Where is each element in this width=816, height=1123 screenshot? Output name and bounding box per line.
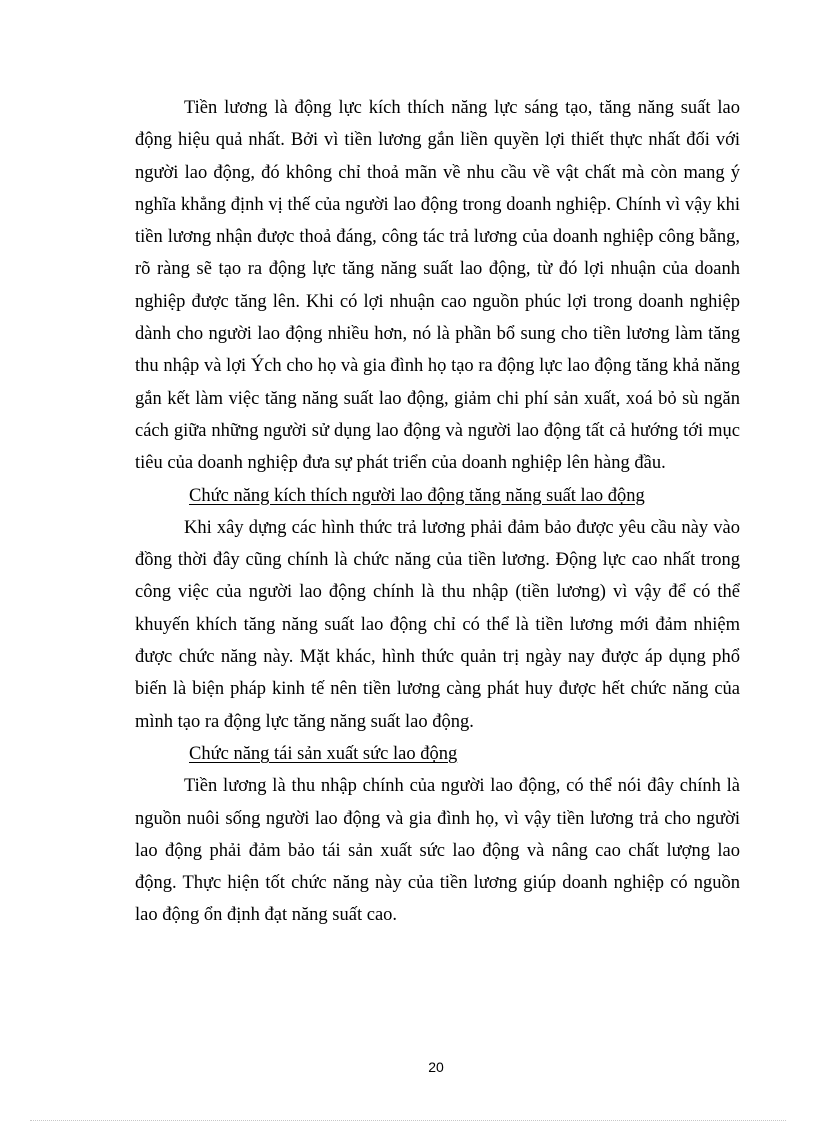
page-number: 20 [428, 1059, 444, 1075]
paragraph-motivation: Tiền lương là động lực kích thích năng lực sáng tạo, tăng năng suất lao động hiệu quả nhất. Bởi vì tiền lương gắn liền quyền lợi thiết thực nhất đối với người lao động, đó không chỉ thoả mãn về nhu cầu về vật chất mà còn mang ý nghĩa khẳng định vị thế của người lao động trong doanh nghiệp. Chính vì vậy khi tiền lương nhận được thoả đáng, công tác trả lương của doanh nghiệp công bằng, rõ ràng sẽ tạo ra động lực tăng năng suất lao động, từ đó lợi nhuận của doanh nghiệp được tăng lên. Khi có lợi nhuận cao nguồn phúc lợi trong doanh nghiệp dành cho người lao động nhiều hơn, nó là phần bổ sung cho tiền lương làm tăng thu nhập và lợi Ých cho họ và gia đình họ tạo ra động lực lao động tăng khả năng gắn kết làm việc tăng năng suất lao động, giảm chi phí sản xuất, xoá bỏ sù ngăn cách giữa những người sử dụng lao động và người lao động tất cả hướng tới mục tiêu của doanh nghiệp đưa sự phát triển của doanh nghiệp lên hàng đầu. [135, 98, 740, 474]
section-heading-stimulation [135, 480, 740, 512]
document-body [135, 92, 740, 932]
section-heading-reproduction-text: Chức năng tái sản xuất sức lao động [189, 743, 458, 764]
paragraph-stimulation: Khi xây dựng các hình thức trả lương phải đảm bảo được yêu cầu này vào đồng thời đây cũng chính là chức năng của tiền lương. Động lực cao nhất trong công việc của người lao động chính là thu nhập (tiền lương) vì vậy để có thể khuyến khích tăng năng suất lao động chỉ có thể là tiền lương mới đảm nhiệm được chức năng này. Mặt khác, hình thức quản trị ngày nay được áp dụng phổ biến là biện pháp kinh tế nên tiền lương càng phát huy được hết chức năng của mình tạo ra động lực tăng năng suất lao động. [135, 517, 740, 732]
paragraph-reproduction: Tiền lương là thu nhập chính của người lao động, có thể nói đây chính là nguồn nuôi sống người lao động và gia đình họ, vì vậy tiền lương trả cho người lao động phải đảm bảo tái sản xuất sức lao động và nâng cao chất lượng lao động. Thực hiện tốt chức năng này của tiền lương giúp doanh nghiệp có nguồn lao động ổn định đạt năng suất cao. [135, 776, 740, 926]
section-heading-reproduction [135, 738, 740, 770]
section-heading-stimulation-text: Chức năng kích thích người lao động tăng năng suất lao động [189, 485, 645, 506]
page-bottom-divider [30, 1120, 786, 1121]
